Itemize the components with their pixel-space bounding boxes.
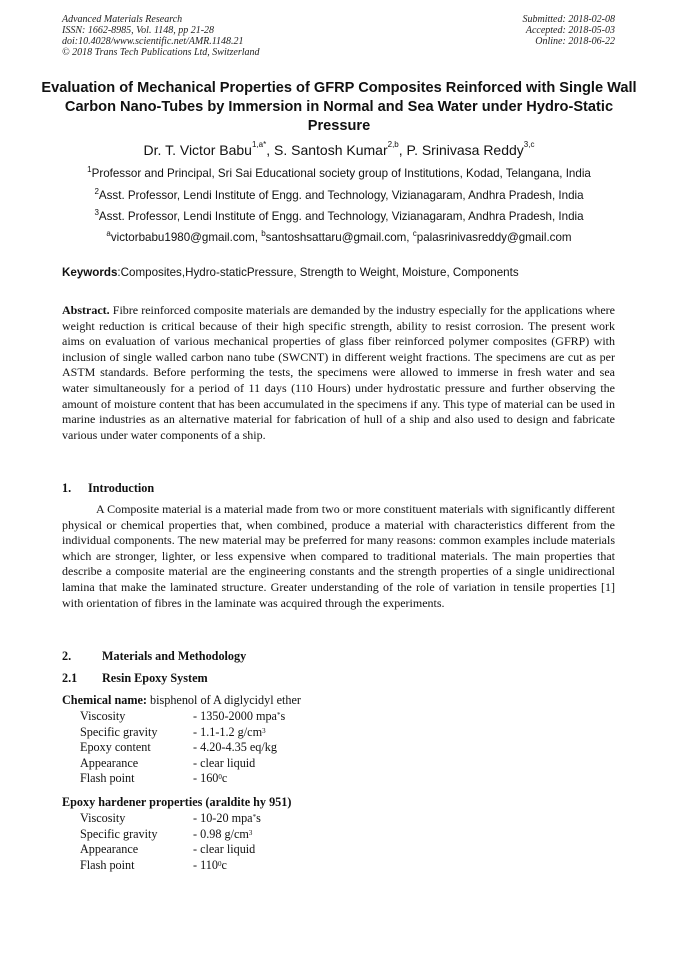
abstract-label: Abstract. — [62, 303, 110, 317]
date-accepted: Accepted: 2018-05-03 — [525, 25, 615, 36]
property-value: - 1.1-1.2 $g/cm^3$ — [193, 724, 266, 739]
journal-issn: ISSN: 1662-8985, Vol. 1148, pp 21-28 — [62, 25, 215, 36]
property-value: - 4.20-4.35 eq/kg — [193, 740, 277, 755]
section-heading-introduction — [62, 481, 154, 496]
property-name: Epoxy content — [80, 740, 151, 755]
property-row — [80, 725, 285, 741]
author-affiliation-mark: 3,c — [523, 140, 535, 149]
keywords-text: :Composites,Hydro-staticPressure, Strength to Weight, Moisture, Components — [117, 266, 519, 279]
section-number: 2.1 — [62, 671, 78, 685]
property-value: - $110^0c$ — [193, 857, 227, 872]
keywords-label: Keywords — [62, 266, 118, 279]
hardener-label: Epoxy hardener properties (araldite hy 951) — [62, 795, 292, 809]
affiliation-mark: 2 — [94, 187, 99, 196]
author-emails — [20, 231, 658, 244]
property-value: - clear liquid — [193, 755, 256, 770]
affiliation — [20, 210, 658, 223]
hardener-heading — [62, 795, 291, 810]
chemical-name-line — [62, 693, 301, 708]
section-title: Resin Epoxy System — [102, 671, 208, 685]
date-online: Online: 2018-06-22 — [535, 36, 615, 47]
property-row — [80, 756, 285, 772]
author-list — [20, 142, 658, 158]
author-name: P. Srinivasa Reddy — [406, 142, 524, 158]
abstract-text: Fibre reinforced composite materials are demanded by the industry especially for the applications where weight reduction is critical because of their high specific strength, ability to resist corrosion. The present work aims on evaluation of various mechanical properties of glass fiber reinforced polymer composites (GFRP) with inclusion of single walled carbon nano tube (SWCNT) in different weight fractions. The specimens are cut as per ASTM standards. Before performing the tests, the specimens were allowed to immerse in fresh water and sea water simultaneously for a period of 11 days (110 Hours) under hydrostatic pressure and further observing the amount of moisture content that has been accumulated in the specimens if any. This type of material can be used in marine industries as an alternative material for fabrication of hull of a ship and also used to design and fabricate various under water components of a ship. — [62, 303, 615, 442]
property-name: Viscosity — [80, 709, 126, 723]
property-row — [80, 842, 261, 858]
email-mark: a — [106, 229, 111, 238]
property-name: Viscosity — [80, 811, 126, 825]
affiliation-mark: 1 — [87, 165, 92, 174]
epoxy-properties-list — [80, 709, 285, 787]
email-mark: b — [261, 229, 266, 238]
author-name: Dr. T. Victor Babu — [143, 142, 252, 158]
date-submitted: Submitted: 2018-02-08 — [522, 14, 615, 25]
property-row — [80, 827, 261, 843]
paper-title: Evaluation of Mechanical Properties of GFRP Composites Reinforced with Single Wall Carbon Nano-Tubes by Immersion in Normal and Sea Water under Hydro-Static Pressure — [41, 80, 637, 134]
chemical-name-label: Chemical name: — [62, 693, 147, 707]
email-link[interactable]: victorbabu1980@gmail.com, — [110, 231, 262, 244]
property-value: - 0.98 $g/cm^3$ — [193, 826, 253, 841]
section-title: Introduction — [88, 481, 155, 495]
affiliation — [20, 167, 658, 180]
property-value: - $160^0c$ — [193, 771, 228, 786]
author-affiliation-mark: 1,a* — [251, 140, 267, 149]
journal-copyright: © 2018 Trans Tech Publications Ltd, Switzerland — [62, 47, 260, 58]
affiliation — [20, 189, 658, 202]
property-row — [80, 811, 261, 827]
property-row — [80, 709, 285, 725]
affiliation-text: Asst. Professor, Lendi Institute of Engg. and Technology, Vizianagaram, Andhra Pradesh, India — [98, 189, 584, 202]
property-row — [80, 740, 285, 756]
property-value: - 1350-2000 mpa*s — [193, 709, 286, 723]
property-row — [80, 858, 261, 874]
introduction-paragraph: A Composite material is a material made from two or more constituent materials with significantly different physical or chemical properties that, when combined, produce a material with characteristics different from the individual components. The new material may be preferred for many reasons: common examples include materials which are stronger, lighter, or less expensive when compared to traditional materials. The main properties that describe a composite material are the engineering constants and the strength properties of a single unidirectional lamina that make the laminated structure. Greater understanding of the role of variation in tensile properties [1] with orientation of fibres in the laminate was acquired through the experiments. — [62, 502, 615, 610]
property-name: Specific gravity — [80, 724, 158, 739]
dates-header — [523, 14, 616, 47]
author-separator: , — [398, 142, 407, 158]
author-name: S. Santosh Kumar — [274, 142, 388, 158]
journal-name: Advanced Materials Research — [62, 14, 183, 25]
affiliation-text: Professor and Principal, Sri Sai Educational society group of Institutions, Kodad, Telangana, India — [91, 167, 591, 180]
property-name: Appearance — [80, 755, 139, 770]
property-row — [80, 771, 285, 787]
property-value: - clear liquid — [193, 842, 256, 857]
property-name: Flash point — [80, 857, 135, 872]
author-separator: , — [266, 142, 274, 158]
section-number: 2. — [62, 649, 72, 663]
property-name: Appearance — [80, 842, 139, 857]
keywords — [62, 266, 622, 279]
email-link[interactable]: palasrinivasreddy@gmail.com — [416, 231, 572, 244]
property-name: Flash point — [80, 771, 135, 786]
journal-doi: doi:10.4028/www.scientific.net/AMR.1148.21 — [62, 36, 244, 47]
property-name: Specific gravity — [80, 826, 158, 841]
hardener-properties-list — [80, 811, 261, 873]
section-heading-materials — [62, 649, 246, 664]
author-affiliation-mark: 2,b — [387, 140, 399, 149]
chemical-name-value: bisphenol of A diglycidyl ether — [146, 693, 301, 707]
affiliation-mark: 3 — [94, 208, 99, 217]
section-number: 1. — [62, 481, 72, 495]
abstract — [62, 303, 615, 443]
email-link[interactable]: santoshsattaru@gmail.com, — [265, 231, 413, 244]
property-value: - 10-20 mpa*s — [193, 811, 261, 825]
section-title: Materials and Methodology — [102, 649, 247, 663]
journal-header — [62, 14, 260, 58]
subsection-heading-resin — [62, 671, 208, 686]
email-mark: c — [412, 229, 417, 238]
affiliation-text: Asst. Professor, Lendi Institute of Engg. and Technology, Vizianagaram, Andhra Pradesh, India — [98, 210, 584, 223]
